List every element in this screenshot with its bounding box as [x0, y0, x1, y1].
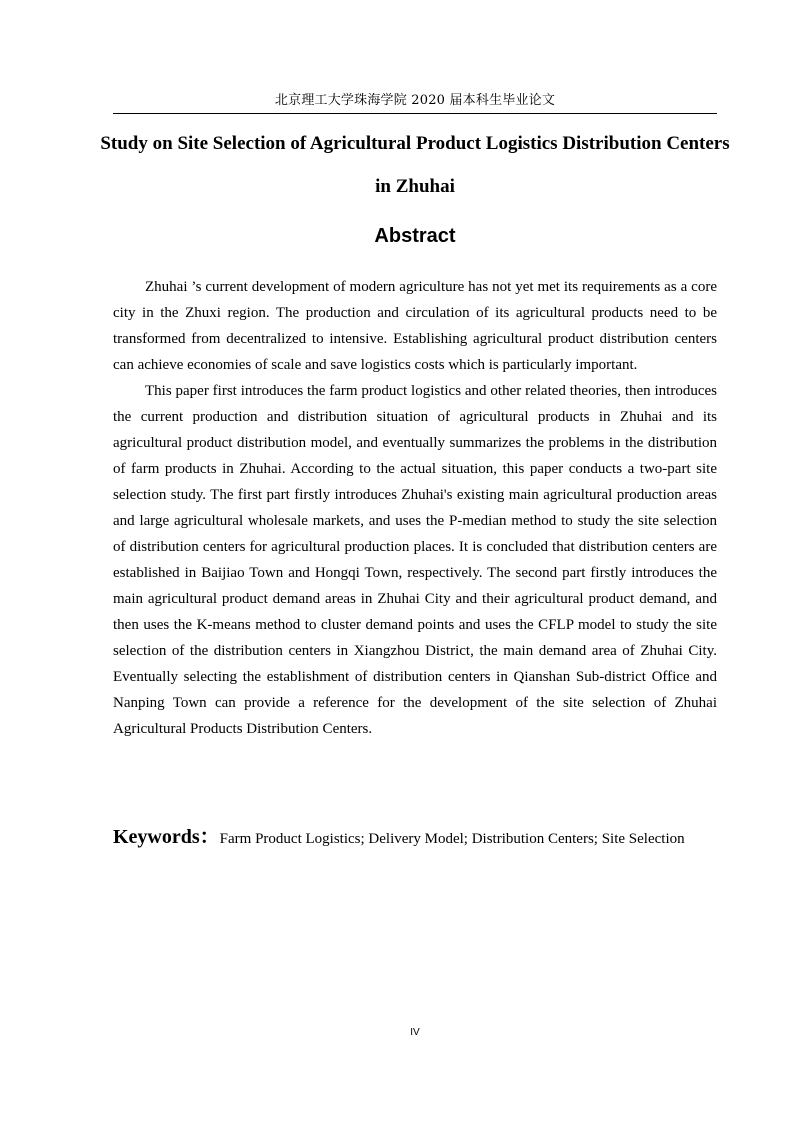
keywords-line	[113, 822, 733, 854]
page-number: IV	[410, 1027, 420, 1038]
abstract-heading: Abstract	[374, 225, 456, 247]
header-rule	[113, 113, 717, 114]
keywords-label: Keywords：	[113, 826, 220, 848]
document-title: Study on Site Selection of Agricultural Product Logistics Distribution Centers in Zhuhai	[100, 133, 730, 197]
abstract-paragraph-1: Zhuhai ’s current development of modern agriculture has not yet met its requirements as a core city in the Zhuxi region. The production and circulation of its agricultural products need to be transformed from decentralized to intensive. Establishing agricultural product distribution centers can achieve economies of scale and save logistics costs which is particularly important.	[113, 279, 717, 373]
running-header: 北京理工大学珠海学院 2020 届本科生毕业论文	[274, 93, 556, 108]
abstract-body	[113, 274, 717, 742]
abstract-paragraph-2: This paper first introduces the farm product logistics and other related theories, then introduces the current production and distribution situation of agricultural products in Zhuhai and its agricultural product distribution model, and eventually summarizes the problems in the distribution of farm products in Zhuhai. According to the actual situation, this paper conducts a two-part site selection study. The first part firstly introduces Zhuhai's existing main agricultural production areas and large agricultural wholesale markets, and uses the P-median method to study the site selection of distribution centers for agricultural production places. It is concluded that distribution centers are established in Baijiao Town and Hongqi Town, respectively. The second part firstly introduces the main agricultural product demand areas in Zhuhai City and their agricultural product demand, and then uses the K-means method to cluster demand points and uses the CFLP model to study the site selection of the distribution centers in Xiangzhou District, the main demand area of Zhuhai City. Eventually selecting the establishment of distribution centers in Qianshan Sub-district Office and Nanping Town can provide a reference for the development of the site selection of Zhuhai Agricultural Products Distribution Centers.	[113, 383, 717, 737]
keywords-text: Farm Product Logistics; Delivery Model; Distribution Centers; Site Selection	[219, 831, 685, 847]
